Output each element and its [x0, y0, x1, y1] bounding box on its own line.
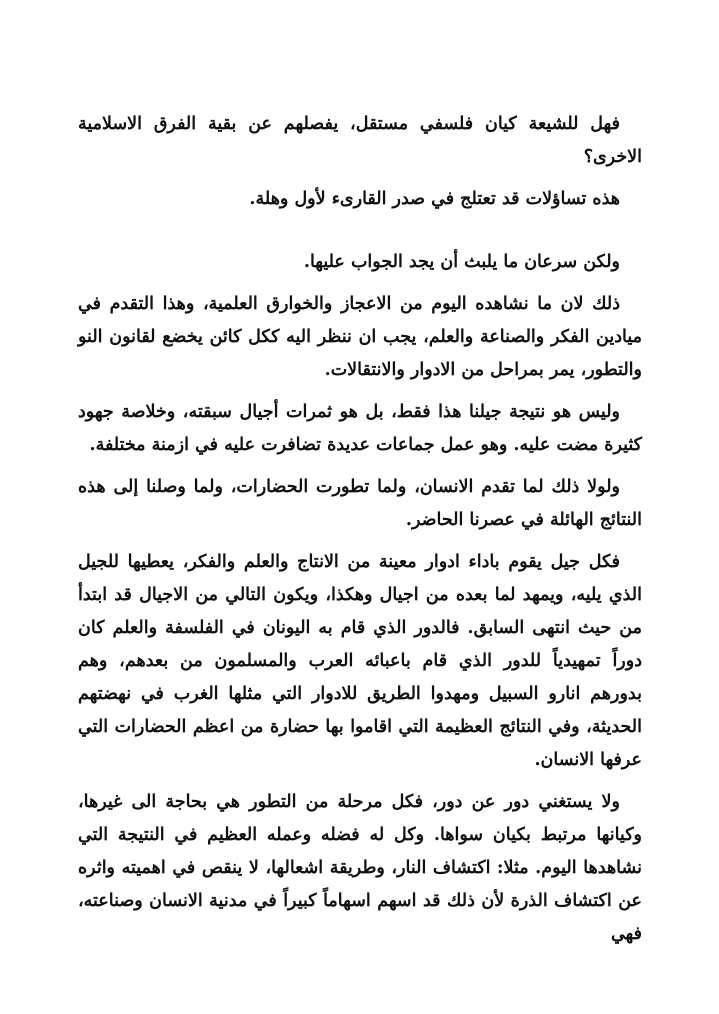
paragraph-2: هذه تساؤلات قد تعتلج في صدر القارىء لأول وهلة.	[249, 189, 620, 209]
paragraph-6: ولولا ذلك لما تقدم الانسان، ولما تطورت الحضارات، ولما وصلنا إلى هذه النتائج الهائلة في عصرنا الحاضر.	[78, 477, 642, 530]
paragraph-1: فهل للشيعة كيان فلسفي مستقل، يفصلهم عن بقية الفرق الاسلامية الاخرى؟	[78, 114, 642, 167]
paragraph-8: ولا يستغني دور عن دور، فكل مرحلة من التطور هي بحاجة الى غيرها، وكيانها مرتبط بكيان سواها. وكل له فضله وعمله العظيم في النتيجة التي نشاهدها اليوم. مثلا: اكتشاف النار، وطريقة اشعالها، لا ينقص في اهميته واثره عن اكتشاف الذرة لأن ذلك قد اسهم اسهاماً كبيراً في مدنية الانسان وصناعته، فهي	[78, 792, 642, 944]
paragraph-4: ذلك لان ما نشاهده اليوم من الاعجاز والخوارق العلمية، وهذا التقدم في ميادين الفكر والصناعة والعلم، يجب ان ننظر اليه ككل كائن يخضع لقانون النو والتطور، يمر بمراحل من الادوار والانتقالات.	[78, 294, 642, 380]
paragraph-3: ولكن سرعان ما يلبث أن يجد الجواب عليها.	[303, 252, 620, 272]
paragraph-7: فكل جيل يقوم باداء ادوار معينة من الانتاج والعلم والفكر، يعطيها للجيل الذي يليه، ويمهد لما بعده من اجيال وهكذا، ويكون التالي من الاجيال قد ابتدأ من حيث انتهى السابق. فالدور الذي قام به اليونان في الفلسفة والعلم كان دوراً تمهيدياً للدور الذي قام باعبائه العرب والمسلمون من بعدهم، وهم بدورهم انارو السبيل ومهدوا الطريق للادوار التي مثلها الغرب في نهضتهم الحديثة، وفي النتائج العظيمة التي اقاموا بها حضارة من اعظم الحضارات التي عرفها الانسان.	[78, 552, 642, 770]
document-page	[78, 108, 642, 951]
paragraph-5: وليس هو نتيجة جيلنا هذا فقط، بل هو ثمرات أجيال سبقته، وخلاصة جهود كثيرة مضت عليه. وهو عمل جماعات عديدة تضافرت عليه في ازمنة مختلفة.	[78, 402, 642, 455]
